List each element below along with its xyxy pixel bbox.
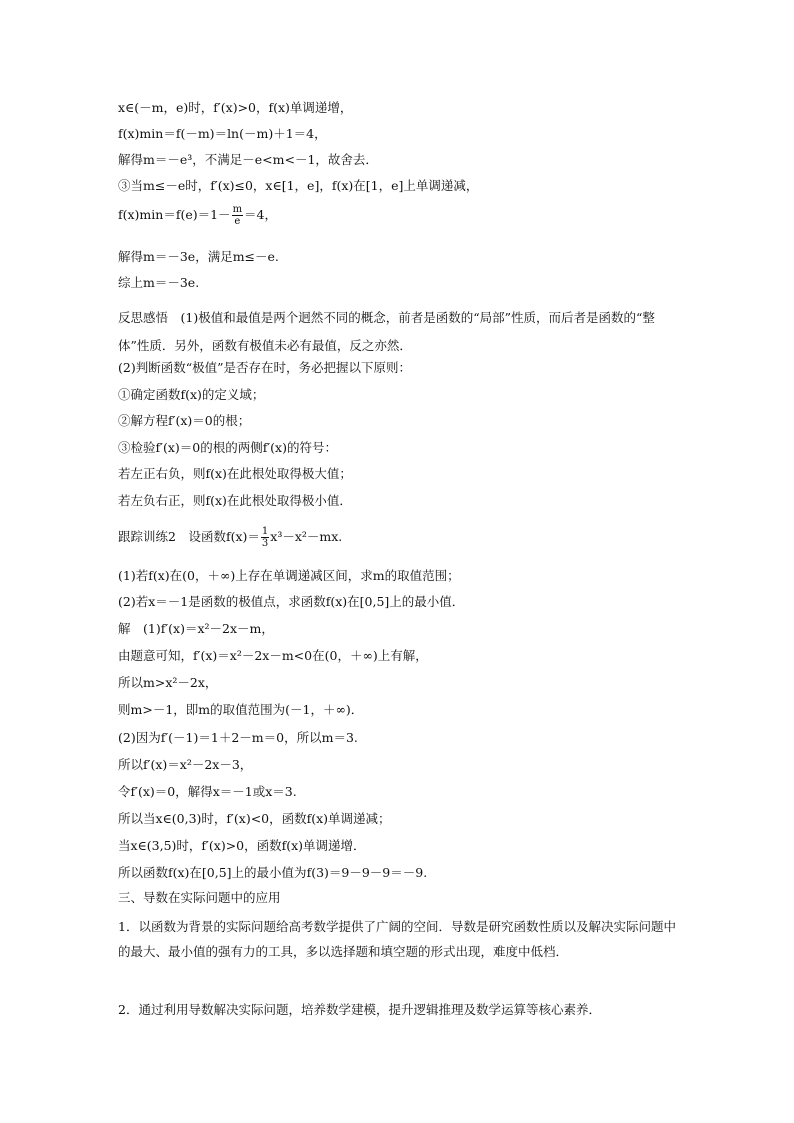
text-line: 所以f′(x)＝x²－2x－3， — [118, 757, 253, 772]
text-line: (1)若f(x)在(0，＋∞)上存在单调递减区间，求m的取值范围； — [118, 568, 460, 583]
text-line: (2)因为f′(－1)＝1＋2－m＝0，所以m＝3. — [118, 730, 358, 745]
equation-line — [118, 526, 680, 549]
fraction-denominator: 3 — [261, 538, 269, 549]
text-line: 当x∈(3,5)时，f′(x)>0，函数f(x)单调递增． — [118, 838, 366, 853]
text-line: 若左负右正，则f(x)在此根处取得极小值． — [118, 493, 352, 508]
text-paragraph: 反思感悟 (1)极值和最值是两个迥然不同的概念，前者是函数的“局部”性质，而后者是函数的“整体”性质．另外，函数有极值未必有最值，反之亦然． — [118, 310, 655, 353]
text-line: x∈(－m，e)时，f′(x)>0，f(x)单调递增， — [118, 100, 353, 115]
text-line: 2．通过利用导数解决实际问题，培养数学建模，提升逻辑推理及数学运算等核心素养． — [118, 1002, 601, 1017]
text-line: 所以m>x²－2x， — [118, 675, 218, 690]
text-line: 解得m＝－3e，满足m≤－e. — [118, 249, 279, 264]
text-line: 所以函数f(x)在[0,5]上的最小值为f(3)＝9－9－9＝－9. — [118, 865, 428, 880]
equation-suffix: x³－x²－mx. — [270, 529, 343, 544]
text-line: 由题意可知，f′(x)＝x²－2x－m<0在(0，＋∞)上有解， — [118, 648, 428, 663]
equation-line — [118, 204, 680, 227]
fraction — [232, 204, 243, 227]
text-line: 令f′(x)＝0，解得x＝－1或x＝3. — [118, 784, 297, 799]
text-line: ③检验f′(x)＝0的根的两侧f′(x)的符号： — [118, 440, 337, 455]
equation-prefix: 跟踪训练2 设函数f(x)＝ — [118, 529, 260, 544]
text-line: (2)判断函数“极值”是否存在时，务必把握以下原则： — [118, 360, 411, 375]
text-line: f(x)min＝f(－m)＝ln(－m)＋1＝4， — [118, 126, 327, 141]
text-line: 则m>－1，即m的取值范围为(－1，＋∞)． — [118, 702, 364, 717]
text-line: ③当m≤－e时，f′(x)≤0，x∈[1，e]，f(x)在[1，e]上单调递减， — [118, 178, 479, 193]
equation-prefix: f(x)min＝f(e)＝1－ — [118, 207, 231, 222]
text-line: (2)若x＝－1是函数的极值点，求函数f(x)在[0,5]上的最小值． — [118, 594, 465, 609]
text-line: ①确定函数f(x)的定义域； — [118, 387, 265, 402]
fraction-numerator: m — [232, 204, 243, 215]
text-paragraph: 1．以函数为背景的实际问题给高考数学提供了广阔的空间．导数是研究函数性质以及解决实际问题中的最大、最小值的强有力的工具，多以选择题和填空题的形式出现，难度中低档． — [118, 919, 676, 959]
text-line: 综上m＝－3e. — [118, 275, 200, 290]
text-line: 解得m＝－e³，不满足－e<m<－1，故舍去． — [118, 152, 378, 167]
text-line: 若左正右负，则f(x)在此根处取得极大值； — [118, 466, 352, 481]
text-line: ②解方程f′(x)＝0的根； — [118, 413, 251, 428]
text-line: 解 (1)f′(x)＝x²－2x－m， — [118, 621, 274, 636]
equation-suffix: ＝4， — [244, 207, 277, 222]
text-line: 所以当x∈(0,3)时，f′(x)<0，函数f(x)单调递减； — [118, 811, 391, 826]
section-heading: 三、导数在实际问题中的应用 — [118, 890, 281, 905]
fraction-numerator: 1 — [261, 526, 269, 537]
fraction-denominator: e — [234, 216, 241, 227]
fraction — [261, 526, 269, 549]
